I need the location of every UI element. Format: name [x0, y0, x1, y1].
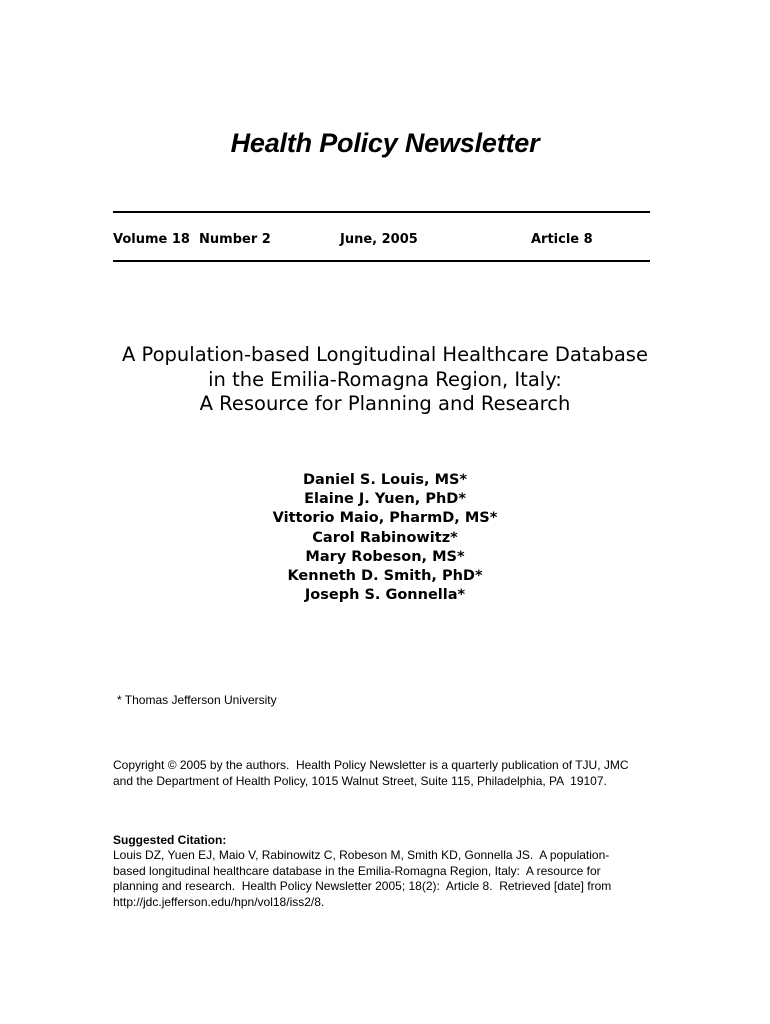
author-name: Mary Robeson, MS* [305, 548, 465, 565]
citation-url-line: http://jdc.jefferson.edu/hpn/vol18/iss2/8. [113, 894, 325, 909]
header-rule-top [113, 211, 650, 213]
newsletter-title: Health Policy Newsletter [230, 128, 540, 158]
copyright-line: and the Department of Health Policy, 1015 Walnut Street, Suite 115, Philadelphia, PA 19107. [113, 773, 607, 788]
author-name: Elaine J. Yuen, PhD* [304, 491, 466, 508]
copyright-line: Copyright © 2005 by the authors. Health Policy Newsletter is a quarterly publication of TJU, JMC [113, 758, 629, 772]
issue-info-row [0, 232, 770, 250]
author-affiliation: * Thomas Jefferson University [117, 693, 277, 707]
author-list [0, 471, 770, 605]
citation-text [113, 848, 673, 910]
citation-line: Louis DZ, Yuen EJ, Maio V, Rabinowitz C, Robeson M, Smith KD, Gonnella JS. A population- [113, 848, 610, 862]
citation-heading: Suggested Citation: [113, 833, 227, 847]
article-title [0, 343, 770, 417]
issue-date: June, 2005 [340, 232, 418, 247]
author-name: Kenneth D. Smith, PhD* [287, 568, 483, 585]
citation-line: planning and research. Health Policy Newsletter 2005; 18(2): Article 8. Retrieved [date] from [113, 879, 612, 893]
citation-line: based longitudinal healthcare database in the Emilia-Romagna Region, Italy: A resource for [113, 863, 601, 878]
issue-article: Article 8 [531, 232, 593, 247]
header-rule-bottom [113, 260, 650, 262]
article-title-line: A Population-based Longitudinal Healthcare Database [122, 343, 648, 366]
article-title-line: A Resource for Planning and Research [199, 392, 571, 415]
article-title-line: in the Emilia-Romagna Region, Italy: [208, 367, 562, 391]
author-name: Daniel S. Louis, MS* [302, 472, 468, 488]
copyright-notice [113, 758, 673, 789]
author-name: Carol Rabinowitz* [312, 529, 458, 546]
author-name: Joseph S. Gonnella* [304, 587, 466, 604]
issue-volume-number: Volume 18 Number 2 [113, 232, 271, 247]
author-name: Vittorio Maio, PharmD, MS* [272, 510, 498, 527]
